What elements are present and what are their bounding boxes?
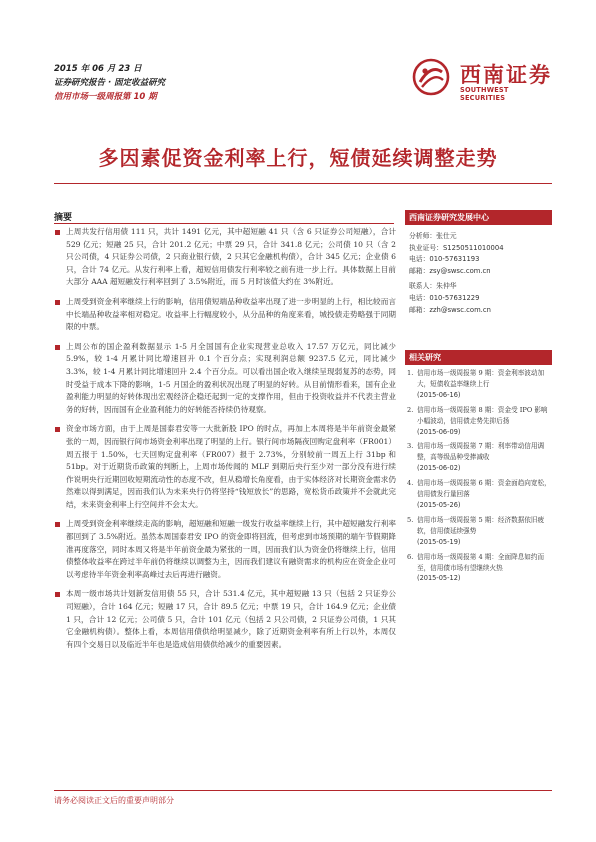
related-research-label: 相关研究 (405, 350, 552, 365)
abstract-bullet: 上周受到资金利率继续走高的影响，超短融和短融一级发行收益率继续上行，其中超短融发行利率都回到了 3.5%附近。虽然本周国泰君安 IPO 的资金即将回流，但考虑到市场预期的端午节假期降准再度落空，同时本周又将是半年前资金最为紧张的一周，因而我们认为资金仍将继续上行，信用债整体收益率在跨过半年前仍将继续以调整为主，因而我们建议有融资需求的机构应在资金企业可以考虑待半年资金利率高峰过去后再进行融资。 (54, 518, 396, 581)
abstract-bullet: 上周公布的国企盈利数据显示 1-5 月全国国有企业实现营业总收入 17.57 万亿元，同比减少 5.9%，较 1-4 月累计同比增速回升 0.1 个百分点；实现利润总额 9237.5 亿元，同比减少 3.3%，较 1-4 月累计同比增速回升 2.4 个百分点。可以看出国企收入继续呈现弱复苏的态势，同时受益于成本下降的影响，1-5 月国企的盈利状况出现了明显的好转。从目前情形看来，国有企业盈利能力明显的好转体现出宏观经济企稳还起到一定的支撑作用，但由于投资收益并不代表主营业务的好转，因而国有企业盈利能力的好转能否持续仍待观察。 (54, 341, 396, 417)
abstract-body (54, 226, 396, 651)
report-date: 2015 年 06 月 23 日 (54, 64, 142, 74)
abstract-bullet: 上周共发行信用债 111 只，共计 1491 亿元，其中超短融 41 只（含 6 只证券公司短融），合计 529 亿元；短融 25 只，合计 201.2 亿元；中票 29 只，合计 341.8 亿元；公司债 10 只（含 2 只公司债，4 只证券公司债，2 只商业银行债，2 只其它金融机构债），合计 345 亿元；企业债 6 只，合计 74 亿元。从发行利率上看，超短信用债发行利率较之前有进一步上行。具体数据上目前大部分 AAA 超短融发行利率回到了 3.5%附近，而 5 月时该值大约在 3%附近。 (54, 226, 396, 289)
contact-block (405, 281, 552, 316)
bullet-square-icon (55, 300, 60, 305)
related-item[interactable]: 4. 信用市场一级周报第 6 期：资金面趋向宽松，信用债发行量回落 (2015-05-26) (407, 479, 551, 509)
contact-name: 联系人：朱仲华 (409, 282, 457, 291)
analyst-name: 分析师：张仕元 (409, 232, 457, 240)
bullet-square-icon (55, 522, 60, 527)
contact-email: 邮箱：zzh@swsc.com.cn (409, 305, 491, 314)
abstract-divider (54, 223, 394, 224)
report-series: 信用市场一级周报第 10 期 (54, 92, 157, 102)
analyst-phone: 电话：010-57631193 (409, 255, 480, 264)
abstract-bullet: 资金市场方面，由于上周是国泰君安等一大批新股 IPO 的时点，再加上本周将是半年前资金最紧张的一周，因而银行间市场资金利率出现了明显的上行。银行间市场隔夜回购定盘利率（FR001）周五报于 1.50%，七天回购定盘利率（FR007）报于 2.73%，分别较前一周五上行 31bp 和 51bp。对于近期货币政策的判断上，上周市场传闻的 MLF 到期后央行至少对一部分没有进行续作说明央行近期回收短期流动性的态度不改，但从稳增长角度看，由于实体经济对长期资金需求仍然难以得到满足，因而我们认为未来央行仍将坚持“钱短放长”的思路，宽松货币政策并不会就此完结，未来资金利率上行空间并不会太大。 (54, 423, 396, 511)
logo-mark-icon (412, 58, 450, 96)
report-title: 多因素促资金利率上行，短债延续调整走势 (98, 146, 498, 170)
team-label: 西南证券研究发展中心 (405, 210, 552, 225)
related-item[interactable]: 6. 信用市场一级周报第 4 期：全面降息如约而至，信用债市场有望继续火热 (2015-05-12) (407, 552, 545, 583)
company-logo (412, 56, 552, 100)
report-header (54, 62, 294, 104)
related-research-list (405, 368, 552, 584)
logo-name-en: SOUTHWEST SECURITIES (460, 86, 509, 102)
related-item[interactable]: 3. 信用市场一级周报第 7 期：利率带动信用调整，高等级品种受捧减收 (2015-06-02) (407, 442, 545, 473)
analyst-sidebar (405, 210, 552, 316)
related-item[interactable]: 5. 信用市场一级周报第 5 期：经济数据依旧疲软，信用债延续强势 (2015-05-19) (407, 515, 545, 546)
bullet-square-icon (55, 345, 60, 350)
report-type: 证券研究报告 · 固定收益研究 (54, 78, 166, 88)
logo-name-cn: 西南证券 (460, 62, 552, 87)
bullet-square-icon (55, 592, 60, 597)
bullet-square-icon (55, 427, 60, 432)
title-divider (54, 183, 552, 184)
footer-divider (54, 790, 552, 791)
footer-disclaimer: 请务必阅读正文后的重要声明部分 (54, 796, 174, 805)
abstract-bullet: 上周受到资金利率继续上行的影响，信用债短端品种收益率出现了进一步明显的上行，相比较而言中长端品种收益率相对稳定。收益率上行幅度较小，从分品种的角度来看，城投债走势略强于同期限的中票。 (54, 296, 396, 334)
analyst-block (405, 231, 552, 277)
related-item[interactable]: 1. 信用市场一级周报第 9 期：资金利率波动加大，短债收益率继续上行 (2015-06-16) (407, 369, 545, 399)
abstract-bullet: 本周一级市场共计划新发信用债 55 只，合计 531.4 亿元，其中超短融 13 只（包括 2 只证券公司短融），合计 164 亿元；短融 17 只，合计 89.5 亿元；中票 19 只，合计 164.9 亿元；企业债 1 只，合计 12 亿元；公司债 5 只，合计 101 亿元（包括 2 只公司债，2 只证券公司债，1 只其它金融机构债）。整体上看，本周信用债供给明显减少，除了近期资金利率有所上行以外，本周仅有四个交易日以及临近半年也是造成信用债供给减少的重要因素。 (54, 588, 396, 651)
bullet-square-icon (55, 230, 60, 235)
abstract-heading: 摘要 (54, 213, 73, 223)
related-item[interactable]: 2. 信用市场一级周报第 8 期：资金受 IPO 影响小幅波动，信用债走势先抑后扬 (2015-06-09) (407, 405, 548, 436)
contact-phone: 电话：010-57631229 (409, 293, 480, 302)
analyst-license: 执业证号：S1250511010004 (409, 243, 504, 252)
analyst-email: 邮箱：zsy@swsc.com.cn (409, 266, 491, 275)
